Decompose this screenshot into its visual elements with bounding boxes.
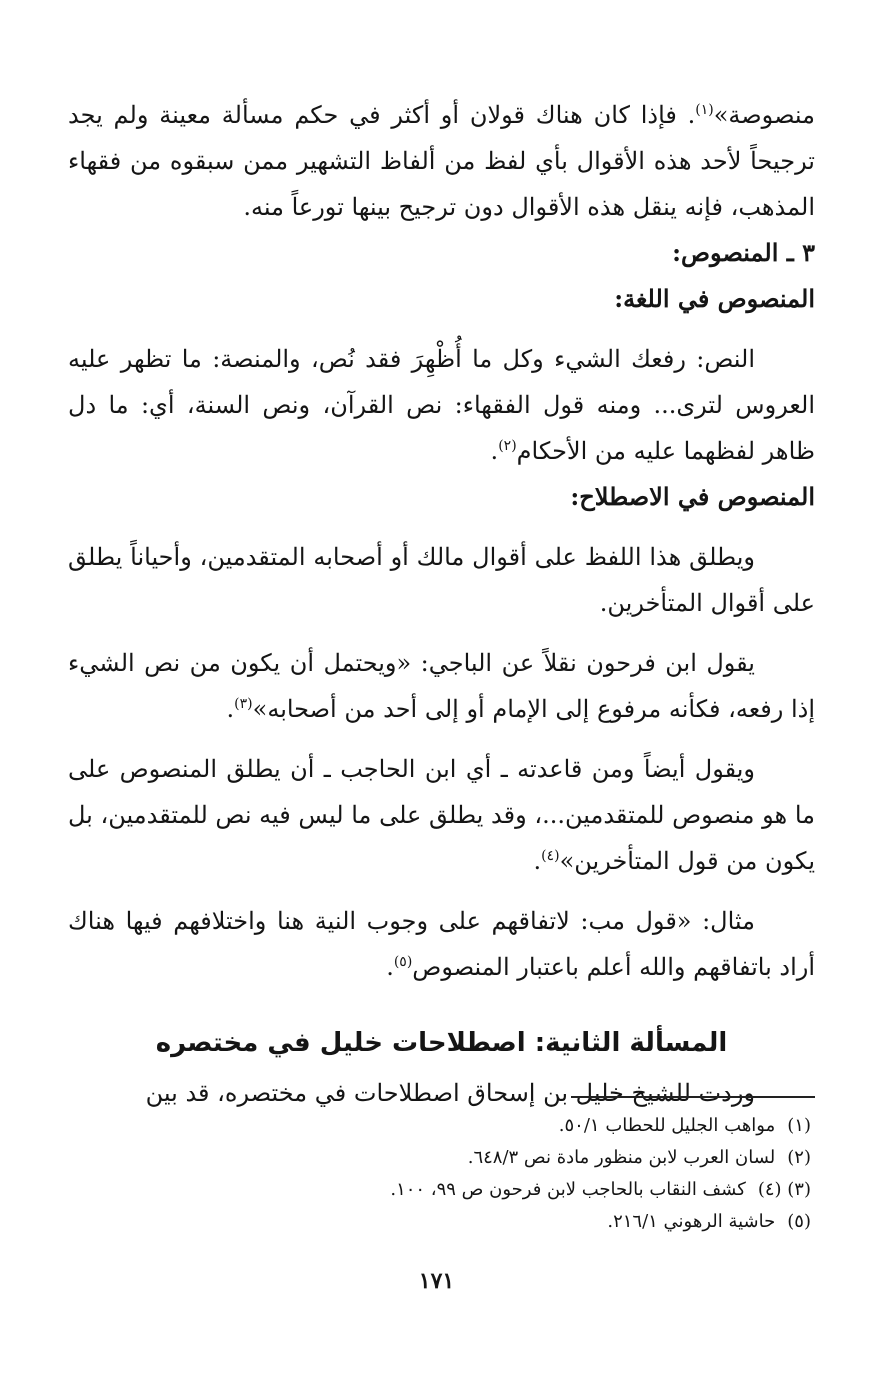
page-body <box>68 92 815 1116</box>
heading-mansus: ٣ ـ المنصوص: <box>672 238 815 267</box>
paragraph-4-end: . <box>226 695 235 723</box>
paragraph-2 <box>68 336 815 474</box>
footnote-divider <box>571 1096 815 1098</box>
footnote-text: لسان العرب لابن منظور مادة نص ٦٤٨/٣. <box>467 1147 776 1168</box>
paragraph-6-text: مثال: «قول مب: لاتفاقهم على وجوب النية هنا واختلافهم فيها هناك أراد باتفاقهم والله أعلم باعتبار المنصوص <box>68 907 815 981</box>
footnote-ref-2[interactable]: (٢) <box>498 438 517 454</box>
paragraph-5-end: . <box>533 847 542 875</box>
footnote-item <box>68 1206 811 1238</box>
paragraph-1-rest: . فإذا كان هناك قولان أو أكثر في حكم مسألة معينة ولم يجد ترجيحاً لأحد هذه الأقوال بأي لفظ من ألفاظ التشهير ممن سبقوه من فقهاء المذهب، فإنه ينقل هذه الأقوال دون ترجيح بينها تورعاً منه. <box>68 101 815 221</box>
footnote-ref-3[interactable]: (٣) <box>234 696 253 712</box>
section-title: المسألة الثانية: اصطلاحات خليل في مختصره <box>155 1028 728 1058</box>
paragraph-3: ويطلق هذا اللفظ على أقوال مالك أو أصحابه المتقدمين، وأحياناً يطلق على أقوال المتأخرين. <box>68 543 815 617</box>
paragraph-2-end: . <box>490 437 499 465</box>
paragraph-6-end: . <box>386 953 394 981</box>
paragraph-4-text: يقول ابن فرحون نقلاً عن الباجي: «ويحتمل أن يكون من نص الشيء إذا رفعه، فكأنه مرفوع إلى الإمام أو إلى أحد من أصحابه» <box>68 649 815 723</box>
footnote-number: (١) <box>787 1115 811 1136</box>
paragraph-5-text: ويقول أيضاً ومن قاعدته ـ أي ابن الحاجب ـ أن يطلق المنصوص على ما هو منصوص للمتقدمين...، وقد يطلق على ما ليس فيه نص للمتقدمين، بل يكون من قول المتأخرين» <box>68 755 815 875</box>
footnote-ref-5[interactable]: (٥) <box>393 954 413 970</box>
paragraph-2-text: النص: رفعك الشيء وكل ما أُظْهِرَ فقد نُص، والمنصة: ما تظهر عليه العروس لترى... ومنه قول الفقهاء: نص القرآن، ونص السنة، أي: ما دل ظاهر لفظهما عليه من الأحكام <box>68 345 815 465</box>
footnote-item <box>68 1110 811 1142</box>
footnote-ref-1[interactable]: (١) <box>695 102 714 118</box>
paragraph-1-text: منصوصة» <box>713 101 815 129</box>
footnote-text: حاشية الرهوني ٢١٦/١. <box>607 1211 776 1232</box>
heading-mansus-istilah: المنصوص في الاصطلاح: <box>570 482 815 511</box>
paragraph-4 <box>68 640 815 732</box>
footnote-text: مواهب الجليل للحطاب ٥٠/١. <box>558 1115 776 1136</box>
footnotes <box>68 1110 811 1238</box>
footnote-number: (٣) (٤) <box>757 1179 811 1200</box>
paragraph-6 <box>68 898 815 990</box>
footnote-item <box>68 1174 811 1206</box>
footnote-item <box>68 1142 811 1174</box>
paragraph-1 <box>68 92 815 230</box>
footnote-number: (٥) <box>787 1211 811 1232</box>
footnote-ref-4[interactable]: (٤) <box>541 848 560 864</box>
page-number: ١٧١ <box>418 1268 455 1294</box>
footnote-text: كشف النقاب بالحاجب لابن فرحون ص ٩٩، ١٠٠. <box>390 1179 746 1200</box>
heading-mansus-lugha: المنصوص في اللغة: <box>614 284 815 313</box>
footnote-number: (٢) <box>787 1147 811 1168</box>
paragraph-7: وردت للشيخ خليل بن إسحاق اصطلاحات في مختصره، قد بين <box>145 1079 755 1107</box>
paragraph-5 <box>68 746 815 884</box>
